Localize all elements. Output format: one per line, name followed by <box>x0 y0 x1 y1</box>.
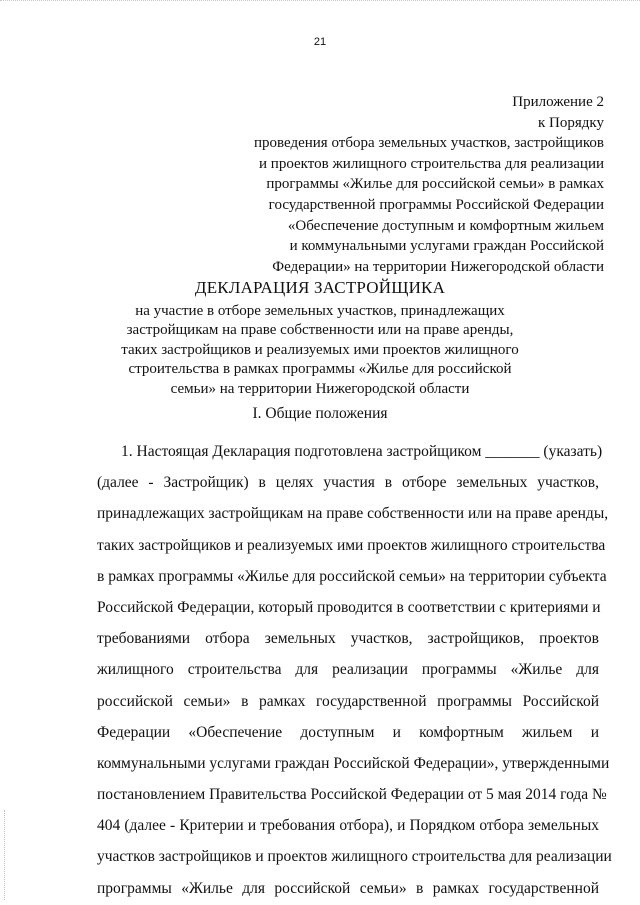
appendix-line: и проектов жилищного строительства для реализации <box>259 155 604 172</box>
appendix-reference <box>184 92 604 277</box>
paragraph-line: принадлежащих застройщикам на праве собственности или на праве аренды, <box>97 505 609 523</box>
appendix-line: Приложение 2 <box>512 94 604 110</box>
appendix-line: государственной программы Российской Федерации <box>268 196 604 213</box>
appendix-line: Федерации» на территории Нижегородской области <box>272 258 604 275</box>
appendix-line: и коммунальными услугами граждан Российской <box>289 238 604 255</box>
appendix-line: «Обеспечение доступным и комфортным жильем <box>287 217 604 234</box>
paragraph-line: постановлением Правительства Российской Федерации от 5 мая 2014 года № <box>97 786 607 804</box>
appendix-line: программы «Жилье для российской семьи» в рамках <box>266 176 604 193</box>
paragraph-line: участков застройщиков и проектов жилищного строительства для реализации <box>97 848 612 866</box>
paragraph-line: российской семьи» в рамках государственной программы Российской <box>97 692 599 710</box>
paragraph-line: программы «Жилье для российской семьи» в рамках государственной <box>97 879 599 897</box>
subtitle-line: строительства в рамках программы «Жилье для российской <box>128 361 512 378</box>
paragraph-line: таких застройщиков и реализуемых ими проектов жилищного строительства <box>97 536 606 554</box>
scan-left-edge-marks <box>4 810 7 900</box>
paragraph-line: Российской Федерации, который проводится в соответствии с критериями и <box>97 598 601 616</box>
paragraph-line: 404 (далее - Критерии и требования отбора), и Порядком отбора земельных <box>97 817 599 835</box>
paragraph-line: в рамках программы «Жилье для российской семьи» на территории субъекта <box>97 567 607 585</box>
scan-top-edge <box>0 0 640 4</box>
paragraph-line: требованиями отбора земельных участков, застройщиков, проектов <box>97 630 599 648</box>
appendix-line: к Порядку <box>538 114 604 131</box>
appendix-line: проведения отбора земельных участков, застройщиков <box>253 135 604 152</box>
page-number: 21 <box>313 36 327 48</box>
paragraph-line: жилищного строительства для реализации программы «Жилье для <box>97 661 599 679</box>
paragraph-line: Федерации «Обеспечение доступным и комфортным жильем и <box>97 723 599 741</box>
paragraph-line: коммунальными услугами граждан Российской Федерации», утвержденными <box>97 754 610 772</box>
declaration-title: ДЕКЛАРАЦИЯ ЗАСТРОЙЩИКА <box>194 278 446 297</box>
paragraph-line: (далее - Застройщик) в целях участия в отборе земельных участков, <box>97 474 599 492</box>
subtitle-line: застройщикам на праве собственности или на праве аренды, <box>126 322 514 339</box>
section-heading: I. Общие положения <box>252 405 388 422</box>
declaration-subtitle <box>0 302 640 399</box>
section-paragraph <box>97 436 612 904</box>
subtitle-line: на участие в отборе земельных участков, принадлежащих <box>135 303 505 319</box>
paragraph-line: 1. Настоящая Декларация подготовлена застройщиком _______ (указать) <box>121 443 603 460</box>
subtitle-line: таких застройщиков и реализуемых ими проектов жилищного <box>121 341 519 358</box>
subtitle-line: семьи» на территории Нижегородской области <box>170 380 470 397</box>
